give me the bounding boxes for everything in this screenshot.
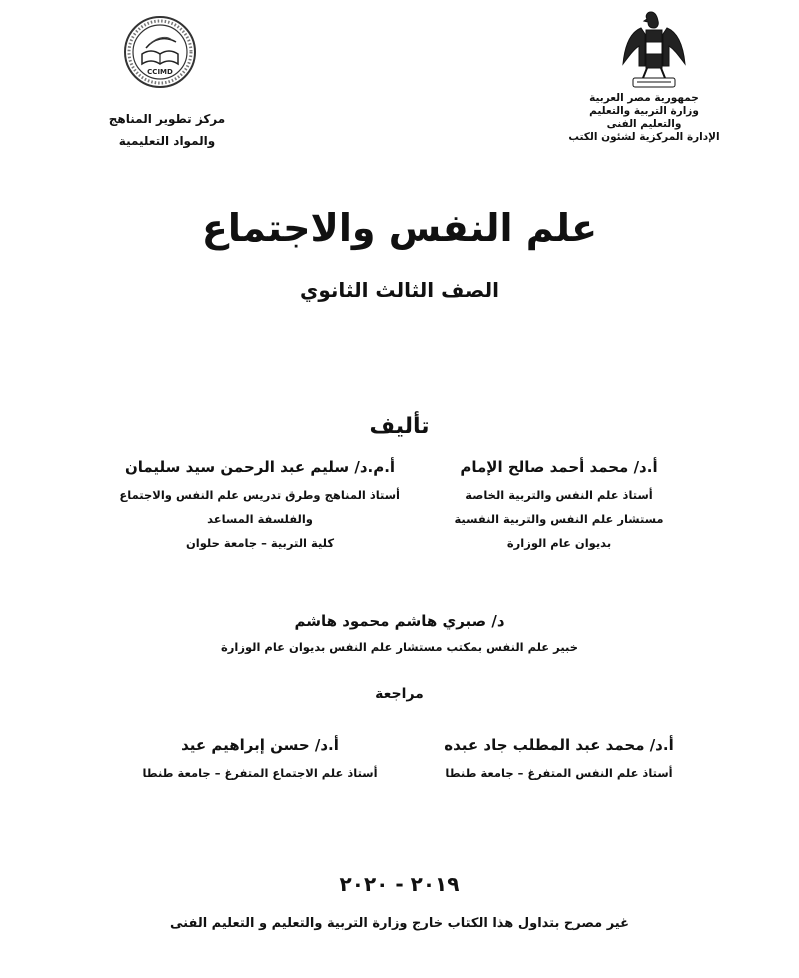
reviewer-block [429, 736, 689, 780]
reviewer-name: أ.د/ حسن إبراهيم عيد [181, 736, 339, 754]
author-block [120, 458, 400, 550]
center-line: مركز تطوير المناهج [108, 112, 226, 126]
ministry-line: جمهورية مصر العربية [589, 92, 699, 104]
reviewer-name: أ.د/ محمد عبد المطلب جاد عبده [444, 736, 674, 754]
grade-subtitle: الصف الثالث الثانوي [300, 278, 499, 302]
reviewer-title-line: أستاذ علم الاجتماع المتفرغ – جامعة طنطا [142, 766, 378, 780]
ccimd-logo-icon [122, 14, 198, 90]
distribution-notice: غير مصرح بتداول هذا الكتاب خارج وزارة التربية والتعليم و التعليم الفنى [170, 916, 629, 931]
curriculum-center-name [92, 108, 242, 152]
author-title-line: والفلسفة المساعد [207, 512, 313, 526]
reviewer-title-line: أستاذ علم النفس المتفرغ – جامعة طنطا [445, 766, 673, 780]
author-name: أ.د/ محمد أحمد صالح الإمام [460, 458, 658, 476]
ministry-line: وزارة التربية والتعليم [589, 105, 699, 117]
author-title-line: أستاذ علم النفس والتربية الخاصة [465, 488, 653, 502]
author-name: أ.م.د/ سليم عبد الرحمن سيد سليمان [124, 458, 396, 476]
academic-years: ٢٠١٩ - ٢٠٢٠ [339, 872, 460, 896]
review-heading: مراجعة [375, 686, 424, 702]
author-title-line: كلية التربية – جامعة حلوان [185, 536, 335, 550]
reviewer-block [120, 736, 400, 780]
book-title: علم النفس والاجتماع [201, 206, 598, 250]
author-block [0, 612, 799, 654]
authorship-heading: تأليف [369, 414, 430, 439]
author-title-line: خبير علم النفس بمكتب مستشار علم النفس بديوان عام الوزارة [220, 640, 578, 654]
author-name: د/ صبري هاشم محمود هاشم [294, 612, 505, 630]
ministry-header [559, 92, 729, 144]
author-block [429, 458, 689, 550]
author-title-line: مستشار علم النفس والتربية النفسية [454, 512, 664, 526]
ministry-line: والتعليم الفنى [606, 118, 682, 130]
center-line: والمواد التعليمية [118, 134, 216, 148]
egypt-eagle-emblem-icon [617, 6, 691, 92]
ministry-line: الإدارة المركزية لشئون الكتب [568, 131, 720, 143]
author-title-line: أستاذ المناهج وطرق تدريس علم النفس والاجتماع [119, 488, 400, 502]
ccimd-logo-text: CCIMD [147, 68, 173, 76]
author-title-line: بديوان عام الوزارة [506, 536, 612, 550]
